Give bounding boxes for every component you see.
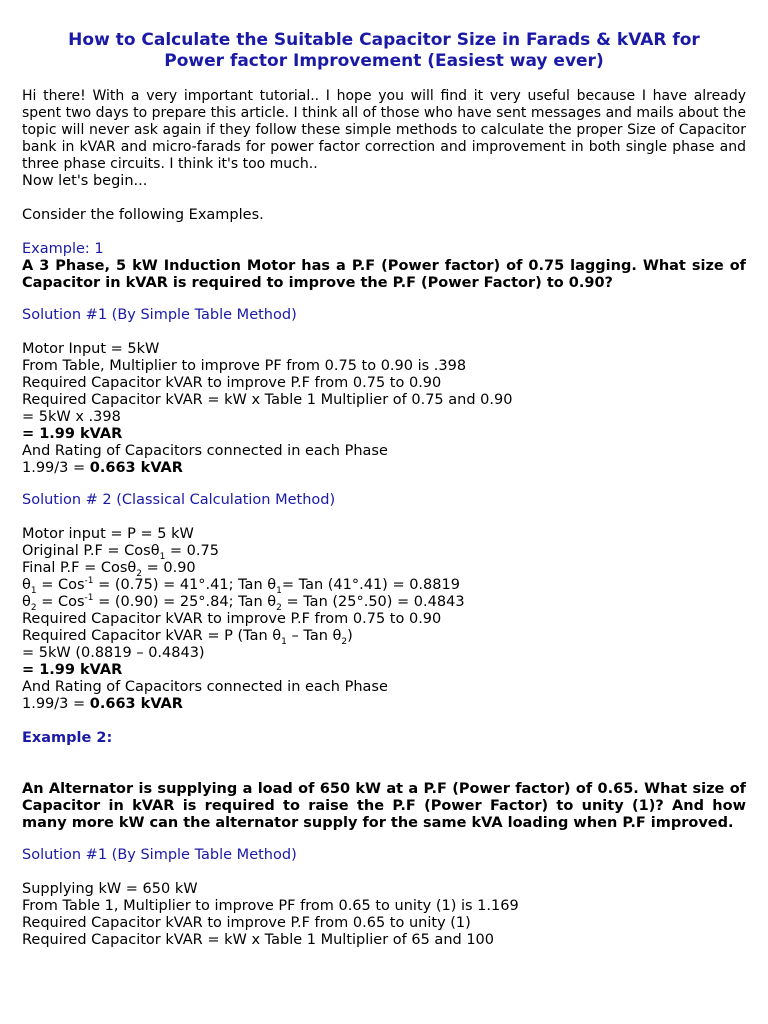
solution-result: 0.663 kVAR (89, 460, 183, 476)
intro-begin: Now let's begin... (22, 173, 148, 189)
example-1-heading: Example: 1 (22, 241, 104, 257)
solution-line: From Table 1, Multiplier to improve PF from 0.65 to unity (1) is 1.169 (22, 898, 519, 914)
solution-line: Final P.F = Cosθ$_2$ = 0.90 (22, 560, 196, 579)
solution-result: 0.663 kVAR (89, 696, 183, 712)
solution-line: From Table, Multiplier to improve PF from 0.75 to 0.90 is .398 (22, 358, 467, 374)
intro-consider: Consider the following Examples. (22, 207, 264, 223)
solution-result: = 1.99 kVAR (22, 662, 123, 678)
example-2-heading: Example 2: (22, 730, 113, 746)
solution-line: = 5kW (0.8819 – 0.4843) (22, 645, 205, 661)
solution-line: Motor Input = 5kW (22, 341, 160, 357)
document-page (22, 30, 746, 949)
solution-line: Motor input = P = 5 kW (22, 526, 194, 542)
solution-line: And Rating of Capacitors connected in each Phase (22, 443, 388, 459)
solution-line: Required Capacitor kVAR to improve P.F from 0.75 to 0.90 (22, 375, 442, 391)
solution-line: $\theta_2 = Cos^{-1} = (0.90) = 25^\circ.84$; Tan $\theta_2$ = Tan (25°.50) = 0.4843 (22, 593, 465, 613)
title-line-1: How to Calculate the Suitable Capacitor Size in Farads & kVAR for (68, 30, 700, 50)
example-1-solution-2-heading: Solution # 2 (Classical Calculation Method) (22, 492, 336, 508)
example-1-solution-1-heading: Solution #1 (By Simple Table Method) (22, 307, 297, 323)
intro-paragraph: Hi there! With a very important tutorial.. I hope you will find it very useful because I have already spent two days to prepare this article. I think all of those who have sent messages and mails about the topic will never ask again if they follow these simple methods to calculate the proper Size of Capacitor bank in kVAR and micro-farads for power factor correction and improvement in both single phase and three phase circuits. I think it's too much.. (22, 88, 746, 172)
solution-line: Required Capacitor kVAR = kW x Table 1 Multiplier of 65 and 100 (22, 932, 495, 948)
solution-line: $\theta_1 = Cos^{-1} = (0.75) = 41^\circ.41$; Tan $\theta_1=$ Tan (41°.41) = 0.8819 (22, 576, 460, 596)
solution-line: Required Capacitor kVAR = kW x Table 1 Multiplier of 0.75 and 0.90 (22, 392, 513, 408)
solution-line: Supplying kW = 650 kW (22, 881, 198, 897)
solution-line: Original P.F = Cosθ$_1$ = 0.75 (22, 543, 219, 562)
solution-line: Required Capacitor kVAR = P (Tan $\theta_1$ – Tan $\theta_2$) (22, 628, 353, 647)
solution-line: Required Capacitor kVAR to improve P.F from 0.75 to 0.90 (22, 611, 442, 627)
solution-line: Required Capacitor kVAR to improve P.F from 0.65 to unity (1) (22, 915, 471, 931)
solution-line: = 5kW x .398 (22, 409, 121, 425)
example-2-solution-1-heading: Solution #1 (By Simple Table Method) (22, 847, 297, 863)
title-line-2: Power factor Improvement (Easiest way ever) (164, 51, 604, 71)
solution-result: = 1.99 kVAR (22, 426, 123, 442)
solution-line: And Rating of Capacitors connected in each Phase (22, 679, 388, 695)
example-1-question: A 3 Phase, 5 kW Induction Motor has a P.F (Power factor) of 0.75 lagging. What size of Capacitor in kVAR is required to improve the P.F (Power Factor) to 0.90? (22, 258, 746, 291)
solution-line: 1.99/3 = 0.663 kVAR (22, 460, 183, 476)
page-title (22, 30, 746, 72)
example-2-question: An Alternator is supplying a load of 650 kW at a P.F (Power factor) of 0.65. What size of Capacitor in kVAR is required to raise the P.F (Power Factor) to unity (1)? And how many more kW can the alternator supply for the same kVA loading when P.F improved. (22, 781, 746, 831)
solution-line: 1.99/3 = 0.663 kVAR (22, 696, 183, 712)
